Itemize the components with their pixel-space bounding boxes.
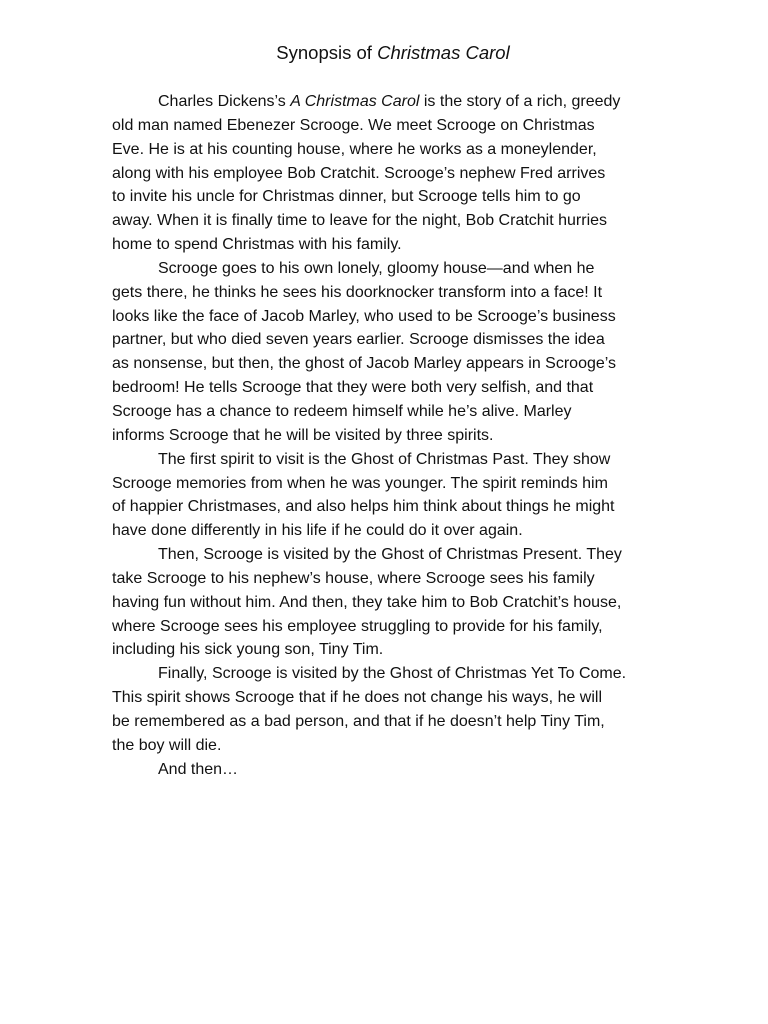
text-line: gets there, he thinks he sees his doorknocker transform into a face! It xyxy=(112,283,603,301)
text-line: informs Scrooge that he will be visited by three spirits. xyxy=(112,426,494,444)
text-line: away. When it is finally time to leave for the night, Bob Cratchit hurries xyxy=(112,212,608,230)
paragraph-4 xyxy=(112,543,692,662)
text-line: bedroom! He tells Scrooge that they were both very selfish, and that xyxy=(112,379,594,397)
title-prefix: Synopsis of xyxy=(276,42,378,63)
text-line: have done differently in his life if he could do it over again. xyxy=(112,522,523,540)
text-line: old man named Ebenezer Scrooge. We meet Scrooge on Christmas xyxy=(112,116,595,134)
text-line: This spirit shows Scrooge that if he does not change his ways, he will xyxy=(112,689,603,707)
text-line: to invite his uncle for Christmas dinner, but Scrooge tells him to go xyxy=(112,188,581,206)
document-body xyxy=(112,90,692,781)
text-line: be remembered as a bad person, and that if he doesn’t help Tiny Tim, xyxy=(112,712,605,730)
text-line: as nonsense, but then, the ghost of Jacob Marley appears in Scrooge’s xyxy=(112,355,617,373)
paragraph-2 xyxy=(112,257,692,448)
text-line: The first spirit to visit is the Ghost of Christmas Past. They show xyxy=(158,450,611,468)
paragraph-5 xyxy=(112,662,692,757)
paragraph-1 xyxy=(112,90,692,257)
document-title xyxy=(0,40,768,66)
text-line: Eve. He is at his counting house, where he works as a moneylender, xyxy=(112,140,597,158)
text-line: Finally, Scrooge is visited by the Ghost of Christmas Yet To Come. xyxy=(158,665,627,683)
text-line: Charles Dickens’s A Christmas Carol is the story of a rich, greedy xyxy=(158,93,621,110)
text-line: where Scrooge sees his employee struggling to provide for his family, xyxy=(112,617,603,635)
paragraph-3 xyxy=(112,448,692,543)
text-line: looks like the face of Jacob Marley, who used to be Scrooge’s business xyxy=(112,307,616,325)
text-line: along with his employee Bob Cratchit. Scrooge’s nephew Fred arrives xyxy=(112,164,606,182)
text-line: And then… xyxy=(158,760,239,778)
text-line: having fun without him. And then, they take him to Bob Cratchit’s house, xyxy=(112,593,622,611)
paragraph-6 xyxy=(112,758,692,782)
book-title-italic: A Christmas Carol xyxy=(290,93,420,110)
text-line: including his sick young son, Tiny Tim. xyxy=(112,641,384,659)
text-line: home to spend Christmas with his family. xyxy=(112,236,402,254)
text-line: of happier Christmases, and also helps him think about things he might xyxy=(112,498,615,516)
text-line: Scrooge has a chance to redeem himself while he’s alive. Marley xyxy=(112,402,572,420)
text-line: the boy will die. xyxy=(112,736,222,754)
text-line: Then, Scrooge is visited by the Ghost of Christmas Present. They xyxy=(158,546,622,564)
text-line: Scrooge memories from when he was younger. The spirit reminds him xyxy=(112,474,608,492)
title-italic: Christmas Carol xyxy=(377,42,510,63)
text-line: partner, but who died seven years earlier. Scrooge dismisses the idea xyxy=(112,331,605,349)
text-line: take Scrooge to his nephew’s house, where Scrooge sees his family xyxy=(112,569,595,587)
text-line: Scrooge goes to his own lonely, gloomy house—and when he xyxy=(158,259,595,277)
